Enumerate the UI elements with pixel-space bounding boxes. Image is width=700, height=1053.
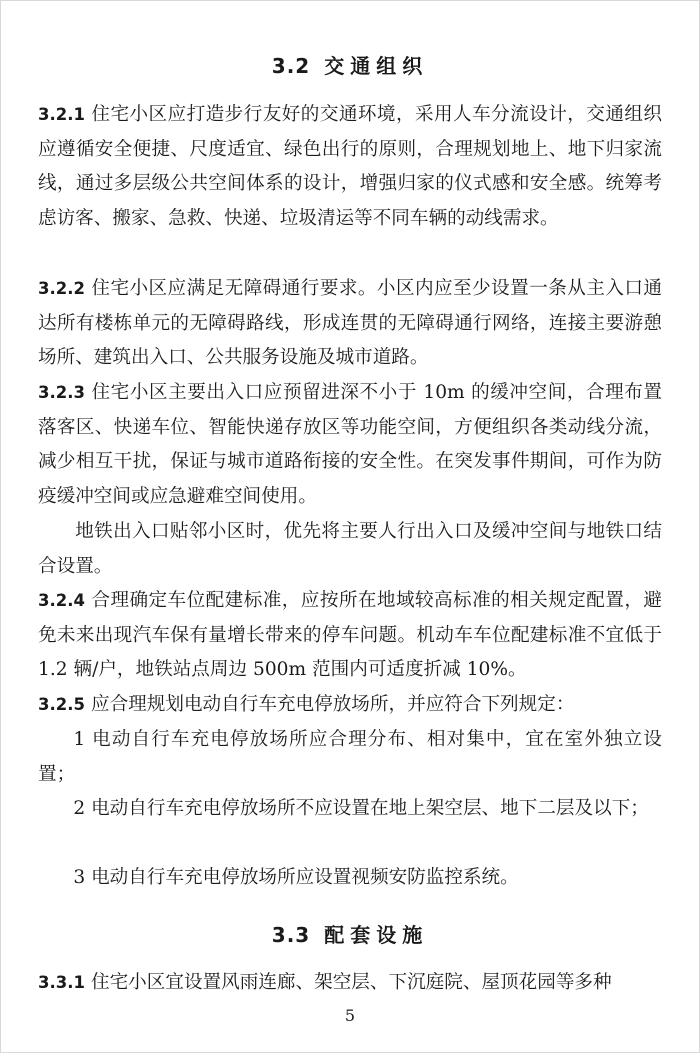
clause-3-2-4 — [38, 584, 662, 688]
page-number: 5 — [344, 1006, 356, 1025]
paragraph-text: 地铁出入口贴邻小区时，优先将主要人行出入口及缓冲空间与地铁口结合设置。 — [38, 521, 662, 577]
clause-number: 3.3.1 — [38, 973, 85, 992]
section-number: 3.3 — [271, 923, 311, 947]
section-title-text: 交通组织 — [324, 54, 429, 78]
list-item-text: 2 电动自行车充电停放场所不应设置在地上架空层、地下二层及以下； — [73, 798, 649, 819]
clause-number: 3.2.3 — [38, 383, 85, 402]
clause-text: 应合理规划电动自行车充电停放场所，并应符合下列规定： — [90, 694, 575, 715]
list-item-text: 1 电动自行车充电停放场所应合理分布、相对集中，宜在室外独立设置； — [38, 729, 662, 785]
clause-3-2-1 — [38, 98, 662, 237]
clause-3-3-1 — [38, 966, 662, 1001]
clause-number: 3.2.1 — [38, 105, 85, 124]
section-heading-3-3 — [38, 919, 662, 948]
list-item-2 — [38, 792, 662, 827]
section-heading-3-2 — [38, 50, 662, 79]
clause-text: 住宅小区应满足无障碍通行要求。小区内应至少设置一条从主入口通达所有楼栋单元的无障碍路线，形成连贯的无障碍通行网络，连接主要游憩场所、建筑出入口、公共服务设施及城市道路。 — [38, 278, 662, 369]
list-item-1 — [38, 723, 662, 792]
list-item-text: 3 电动自行车充电停放场所应设置视频安防监控系统。 — [73, 867, 519, 888]
clause-3-2-5 — [38, 688, 662, 723]
section-title-text: 配套设施 — [324, 923, 429, 947]
clause-text: 住宅小区宜设置风雨连廊、架空层、下沉庭院、屋顶花园等多种 — [90, 972, 612, 993]
clause-number: 3.2.5 — [38, 695, 85, 714]
clause-text: 住宅小区主要出入口应预留进深不小于 10m 的缓冲空间，合理布置落客区、快递车位、智能快递存放区等功能空间，方便组织各类动线分流，减少相互干扰，保证与城市道路衔接的安全性。在突发事件期间，可作为防疫缓冲空间或应急避难空间使用。 — [38, 382, 662, 508]
paragraph-subway — [38, 515, 662, 584]
clause-number: 3.2.4 — [38, 591, 85, 610]
section-number: 3.2 — [271, 54, 311, 78]
clause-text: 住宅小区应打造步行友好的交通环境，采用人车分流设计，交通组织应遵循安全便捷、尺度适宜、绿色出行的原则，合理规划地上、地下归家流线，通过多层级公共空间体系的设计，增强归家的仪式感和安全感。统筹考虑访客、搬家、急救、快递、垃圾清运等不同车辆的动线需求。 — [38, 104, 662, 230]
list-item-3 — [38, 861, 662, 896]
clause-number: 3.2.2 — [38, 279, 85, 298]
clause-3-2-2 — [38, 272, 662, 376]
clause-3-2-3 — [38, 376, 662, 515]
clause-text: 合理确定车位配建标准，应按所在地域较高标准的相关规定配置，避免未来出现汽车保有量增长带来的停车问题。机动车车位配建标准不宜低于 1.2 辆/户，地铁站点周边 500m 范围内可适度折减 10%。 — [38, 590, 662, 681]
